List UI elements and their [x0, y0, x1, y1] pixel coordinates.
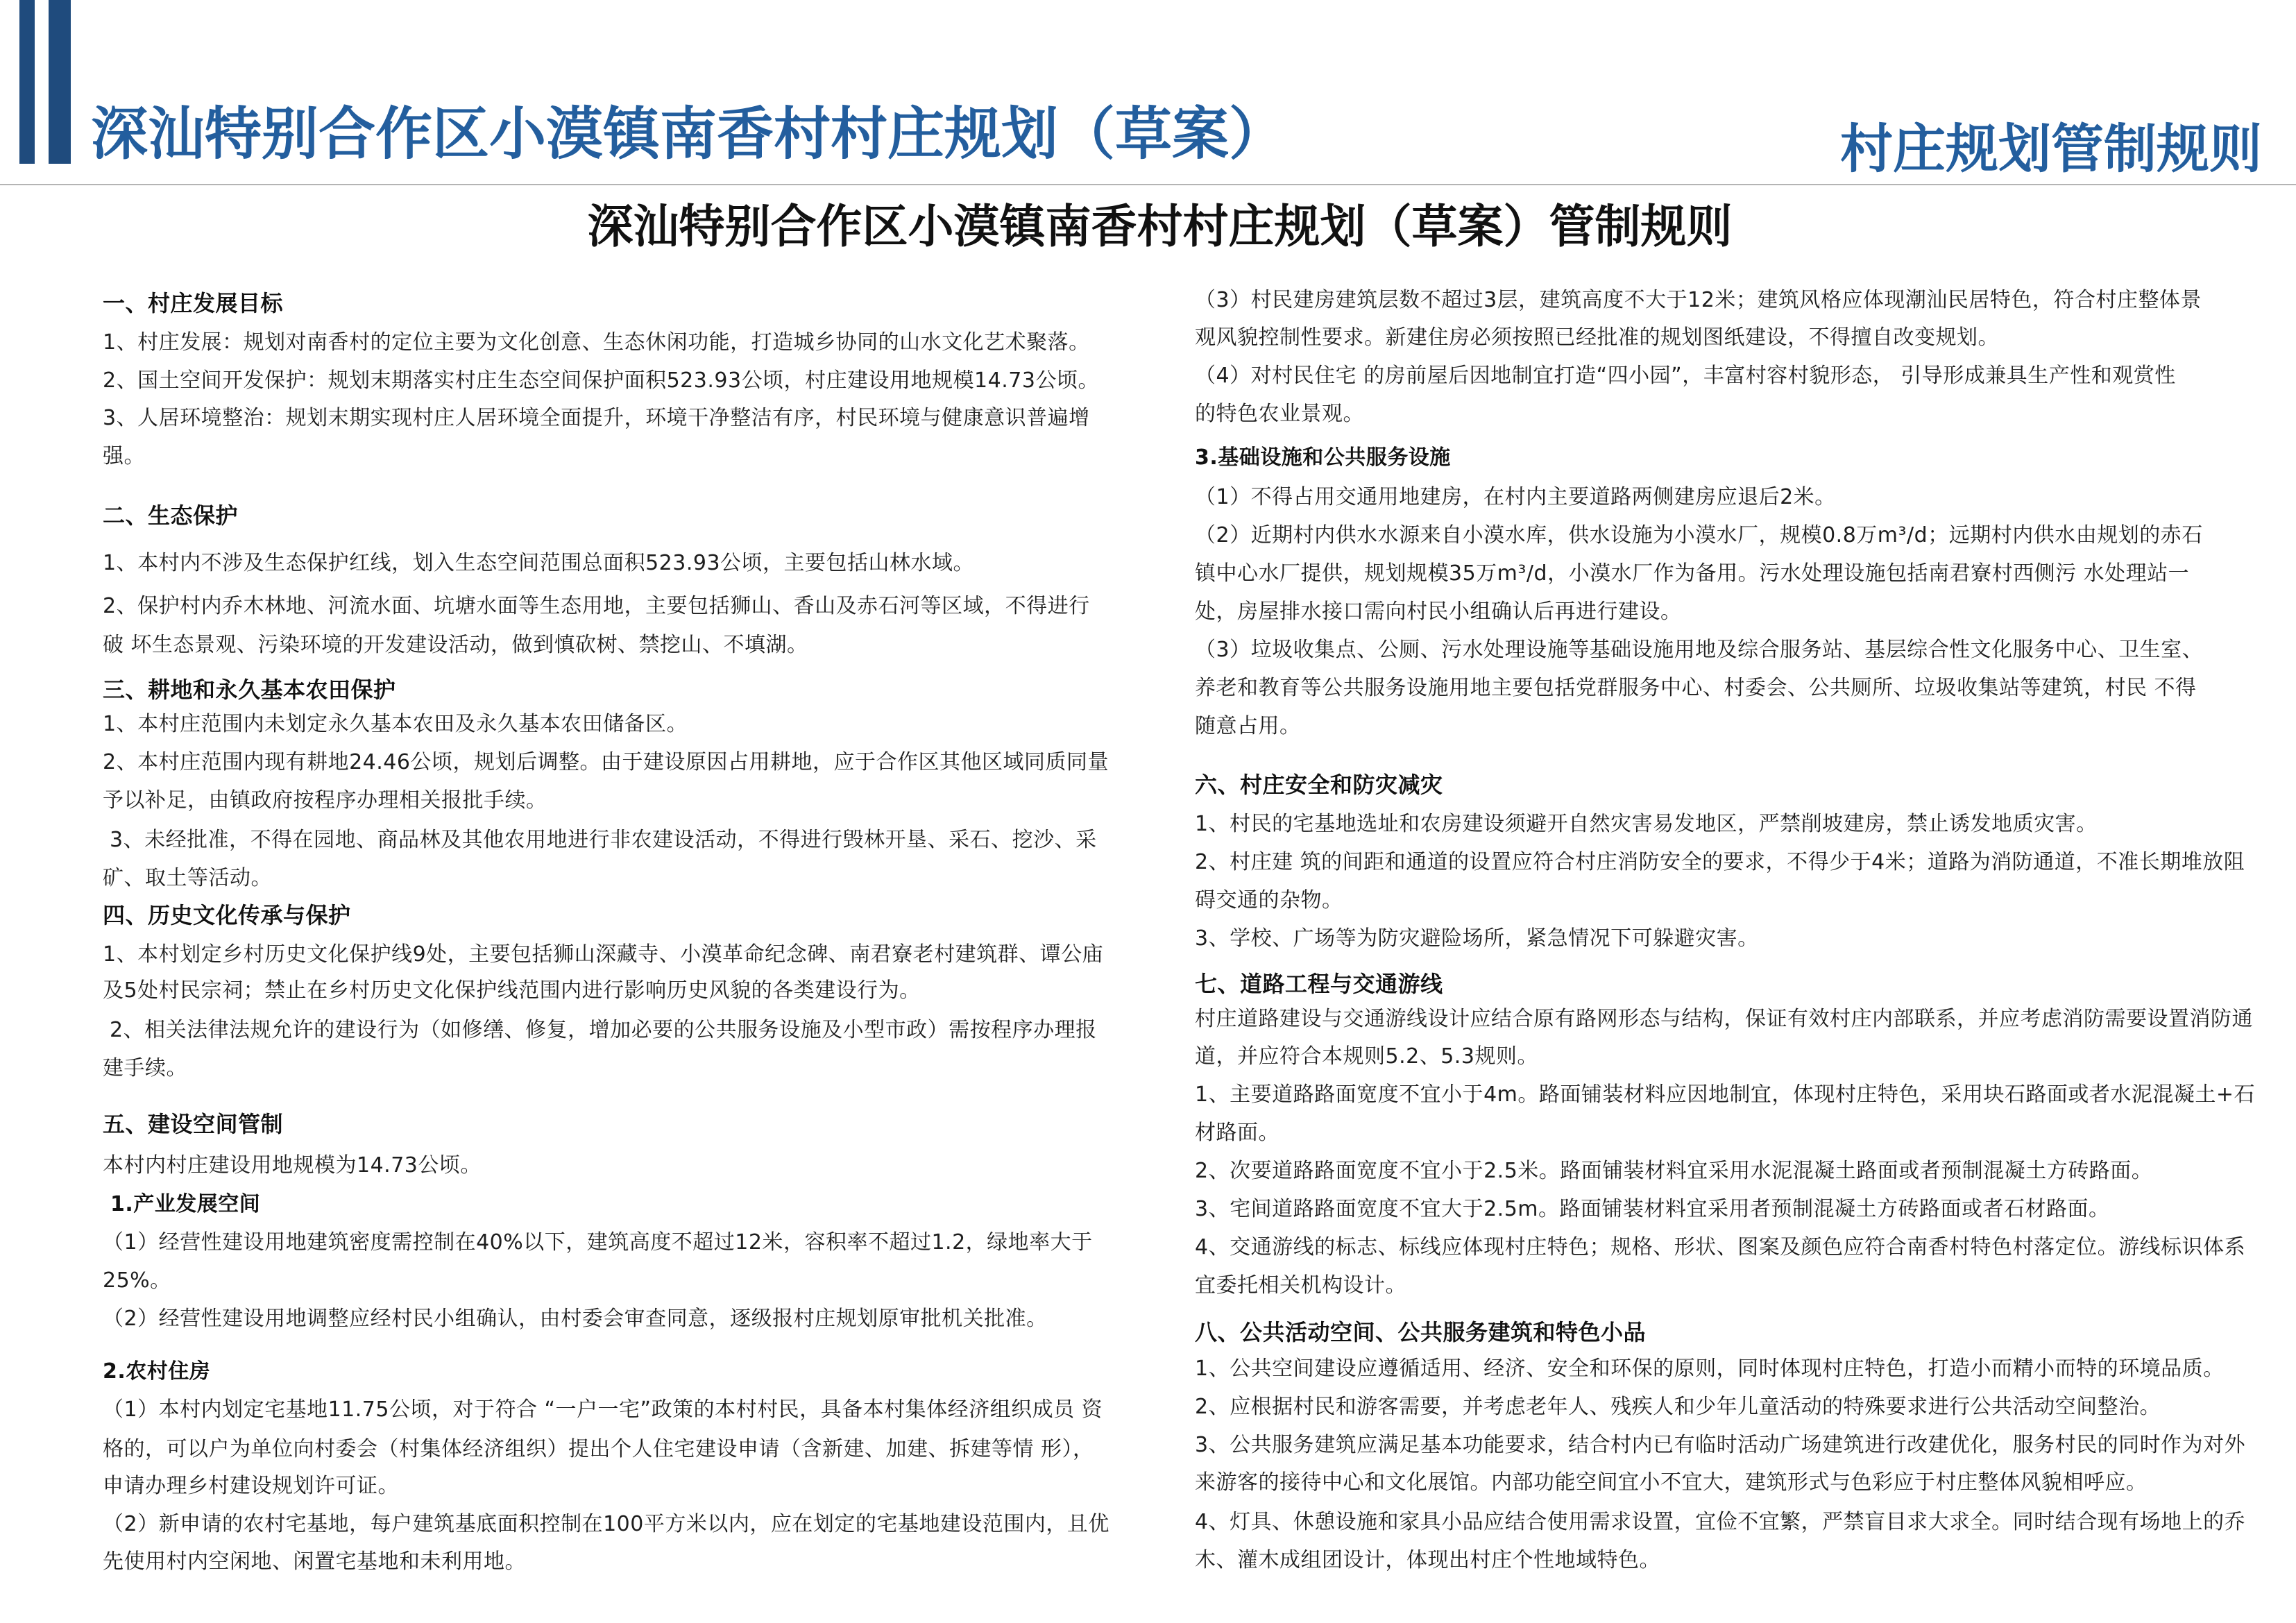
- text-line: 强。: [103, 444, 145, 468]
- header-section-label: 村庄规划管制规则: [1840, 118, 2262, 180]
- text-line: 1、村庄发展：规划对南香村的定位主要为文化创意、生态休闲功能，打造城乡协同的山水文化艺术聚落。: [103, 330, 1090, 355]
- text-line: （1）本村内划定宅基地11.75公顷，对于符合 “一户一宅”政策的本村村民，具备本村集体经济组织成员 资: [103, 1397, 1103, 1422]
- text-line: 3、学校、广场等为防灾避险场所，紧急情况下可躲避灾害。: [1195, 926, 1759, 951]
- text-line: 处，房屋排水接口需向村民小组确认后再进行建设。: [1195, 600, 1682, 624]
- section-heading: 五、建设空间管制: [103, 1111, 284, 1137]
- text-line: 3、宅间道路路面宽度不宜大于2.5m。路面铺装材料宜采用者预制混凝土方砖路面或者石材路面。: [1195, 1197, 2110, 1221]
- header-accent-bar-wide: [49, 0, 71, 164]
- text-line: 2、保护村内乔木林地、河流水面、坑塘水面等生态用地，主要包括狮山、香山及赤石河等区域，不得进行: [103, 594, 1090, 618]
- text-line: 4、灯具、休憩设施和家具小品应结合使用需求设置，宜俭不宜繁，严禁盲目求大求全。同时结合现有场地上的乔: [1195, 1510, 2246, 1534]
- text-line: （2）新申请的农村宅基地，每户建筑基底面积控制在100平方米以内，应在划定的宅基地建设范围内，且优: [103, 1512, 1109, 1536]
- text-line: （1）不得占用交通用地建房，在村内主要道路两侧建房应退后2米。: [1195, 485, 1836, 509]
- text-line: 1、本村划定乡村历史文化保护线9处，主要包括狮山深藏寺、小漠革命纪念碑、南君寮老村建筑群、谭公庙: [103, 942, 1104, 967]
- text-line: 道，并应符合本规则5.2、5.3规则。: [1195, 1044, 1538, 1069]
- section-heading: 八、公共活动空间、公共服务建筑和特色小品: [1195, 1319, 1647, 1345]
- text-line: 养老和教育等公共服务设施用地主要包括党群服务中心、村委会、公共厕所、垃圾收集站等建筑，村民 不得: [1195, 676, 2197, 700]
- text-line: 村庄道路建设与交通游线设计应结合原有路网形态与结构，保证有效村庄内部联系，并应考虑消防需要设置消防通: [1195, 1007, 2253, 1031]
- section-heading: 一、村庄发展目标: [103, 290, 284, 316]
- section-heading: 七、道路工程与交通游线: [1195, 971, 1443, 997]
- text-line: 3、人居环境整治：规划末期实现村庄人居环境全面提升，环境干净整洁有序，村民环境与健康意识普遍增: [103, 406, 1090, 430]
- section-heading: 四、历史文化传承与保护: [103, 902, 351, 928]
- text-line: 先使用村内空闲地、闲置宅基地和未利用地。: [103, 1549, 526, 1574]
- text-line: 1、主要道路路面宽度不宜小于4m。路面铺装材料应因地制宜，体现村庄特色，采用块石路面或者水泥混凝土+石: [1195, 1082, 2256, 1107]
- text-line: 木、灌木成组团设计，体现出村庄个性地域特色。: [1195, 1548, 1660, 1572]
- text-line: 建手续。: [103, 1056, 187, 1080]
- document-title: 深汕特别合作区小漠镇南香村村庄规划（草案）管制规则: [587, 200, 1733, 253]
- text-line: 1、本村内不涉及生态保护红线，划入生态空间范围总面积523.93公顷，主要包括山林水域。: [103, 551, 975, 575]
- text-line: 镇中心水厂提供，规划规模35万m³/d，小漠水厂作为备用。污水处理设施包括南君寮村西侧污 水处理站一: [1195, 561, 2190, 586]
- text-line: 1、村民的宅基地选址和农房建设须避开自然灾害易发地区，严禁削坡建房，禁止诱发地质灾害。: [1195, 812, 2098, 836]
- subsection-heading: 1.产业发展空间: [103, 1192, 261, 1216]
- text-line: 1、公共空间建设应遵循适用、经济、安全和环保的原则，同时体现村庄特色，打造小而精小而特的环境品质。: [1195, 1357, 2225, 1381]
- text-line: 2、应根据村民和游客需要，并考虑老年人、残疾人和少年儿童活动的特殊要求进行公共活动空间整治。: [1195, 1395, 2161, 1419]
- left-column: [103, 0, 1185, 1623]
- text-line: （3）村民建房建筑层数不超过3层，建筑高度不大于12米；建筑风格应体现潮汕民居特色，符合村庄整体景: [1195, 288, 2202, 312]
- text-line: 申请办理乡村建设规划许可证。: [103, 1474, 399, 1498]
- text-line: 本村内村庄建设用地规模为14.73公顷。: [103, 1153, 482, 1178]
- header-accent-bar-narrow: [19, 0, 35, 164]
- text-line: （2）经营性建设用地调整应经村民小组确认，由村委会审查同意，逐级报村庄规划原审批机关批准。: [103, 1307, 1048, 1331]
- text-line: 随意占用。: [1195, 714, 1301, 738]
- text-line: （2）近期村内供水水源来自小漠水库，供水设施为小漠水厂，规模0.8万m³/d；远期村内供水由规划的赤石: [1195, 523, 2203, 547]
- section-heading: 三、耕地和永久基本农田保护: [103, 677, 396, 703]
- text-line: 宜委托相关机构设计。: [1195, 1273, 1406, 1298]
- text-line: 来游客的接待中心和文化展馆。内部功能空间宜小不宜大，建筑形式与色彩应于村庄整体风貌相呼应。: [1195, 1470, 2148, 1495]
- text-line: 3、公共服务建筑应满足基本功能要求，结合村内已有临时活动广场建筑进行改建优化，服务村民的同时作为对外: [1195, 1433, 2246, 1457]
- text-line: 矿、取土等活动。: [103, 866, 272, 890]
- text-line: 观风貌控制性要求。新建住房必须按照已经批准的规划图纸建设，不得擅自改变规划。: [1195, 325, 1999, 350]
- text-line: 2、本村庄范围内现有耕地24.46公顷，规划后调整。由于建设原因占用耕地，应于合作区其他区域同质同量: [103, 750, 1109, 774]
- text-line: 2、国土空间开发保护：规划末期落实村庄生态空间保护面积523.93公顷，村庄建设用地规模14.73公顷。: [103, 368, 1099, 393]
- text-line: （3）垃圾收集点、公厕、污水处理设施等基础设施用地及综合服务站、基层综合性文化服务中心、卫生室、: [1195, 638, 2204, 662]
- text-line: 2、村庄建 筑的间距和通道的设置应符合村庄消防安全的要求，不得少于4米；道路为消防通道，不准长期堆放阻: [1195, 850, 2245, 874]
- subsection-heading: 2.农村住房: [103, 1359, 211, 1384]
- text-line: 予以补足，由镇政府按程序办理相关报批手续。: [103, 788, 547, 813]
- text-line: 碍交通的杂物。: [1195, 888, 1343, 912]
- text-line: 材路面。: [1195, 1121, 1279, 1145]
- text-line: 2、相关法律法规允许的建设行为（如修缮、修复，增加必要的公共服务设施及小型市政）需按程序办理报: [103, 1018, 1097, 1042]
- text-line: 及5处村民宗祠；禁止在乡村历史文化保护线范围内进行影响历史风貌的各类建设行为。: [103, 978, 921, 1003]
- text-line: 的特色农业景观。: [1195, 402, 1364, 426]
- header-title: 深汕特别合作区小漠镇南香村村庄规划（草案）: [91, 101, 1286, 167]
- text-line: 破 坏生态景观、污染环境的开发建设活动，做到慎砍树、禁挖山、不填湖。: [103, 633, 808, 657]
- text-line: 25%。: [103, 1268, 171, 1293]
- text-line: 格的，可以户为单位向村委会（村集体经济组织）提出个人住宅建设申请（含新建、加建、拆建等情 形），: [103, 1437, 1094, 1461]
- text-line: 4、交通游线的标志、标线应体现村庄特色；规格、形状、图案及颜色应符合南香村特色村落定位。游线标识体系: [1195, 1235, 2246, 1259]
- text-line: （1）经营性建设用地建筑密度需控制在40%以下，建筑高度不超过12米，容积率不超过1.2，绿地率大于: [103, 1230, 1093, 1255]
- text-line: （4）对村民住宅 的房前屋后因地制宜打造“四小园”，丰富村容村貌形态， 引导形成兼具生产性和观赏性: [1195, 364, 2176, 388]
- section-heading: 六、村庄安全和防灾减灾: [1195, 772, 1443, 798]
- text-line: 3、未经批准，不得在园地、商品林及其他农用地进行非农建设活动，不得进行毁林开垦、采石、挖沙、采: [103, 828, 1097, 852]
- text-line: 1、本村庄范围内未划定永久基本农田及永久基本农田储备区。: [103, 712, 688, 736]
- right-column: [1195, 0, 2286, 1623]
- section-heading: 二、生态保护: [103, 502, 239, 529]
- text-line: 2、次要道路路面宽度不宜小于2.5米。路面铺装材料宜采用水泥混凝土路面或者预制混凝土方砖路面。: [1195, 1159, 2153, 1183]
- subsection-heading: 3.基础设施和公共服务设施: [1195, 445, 1451, 470]
